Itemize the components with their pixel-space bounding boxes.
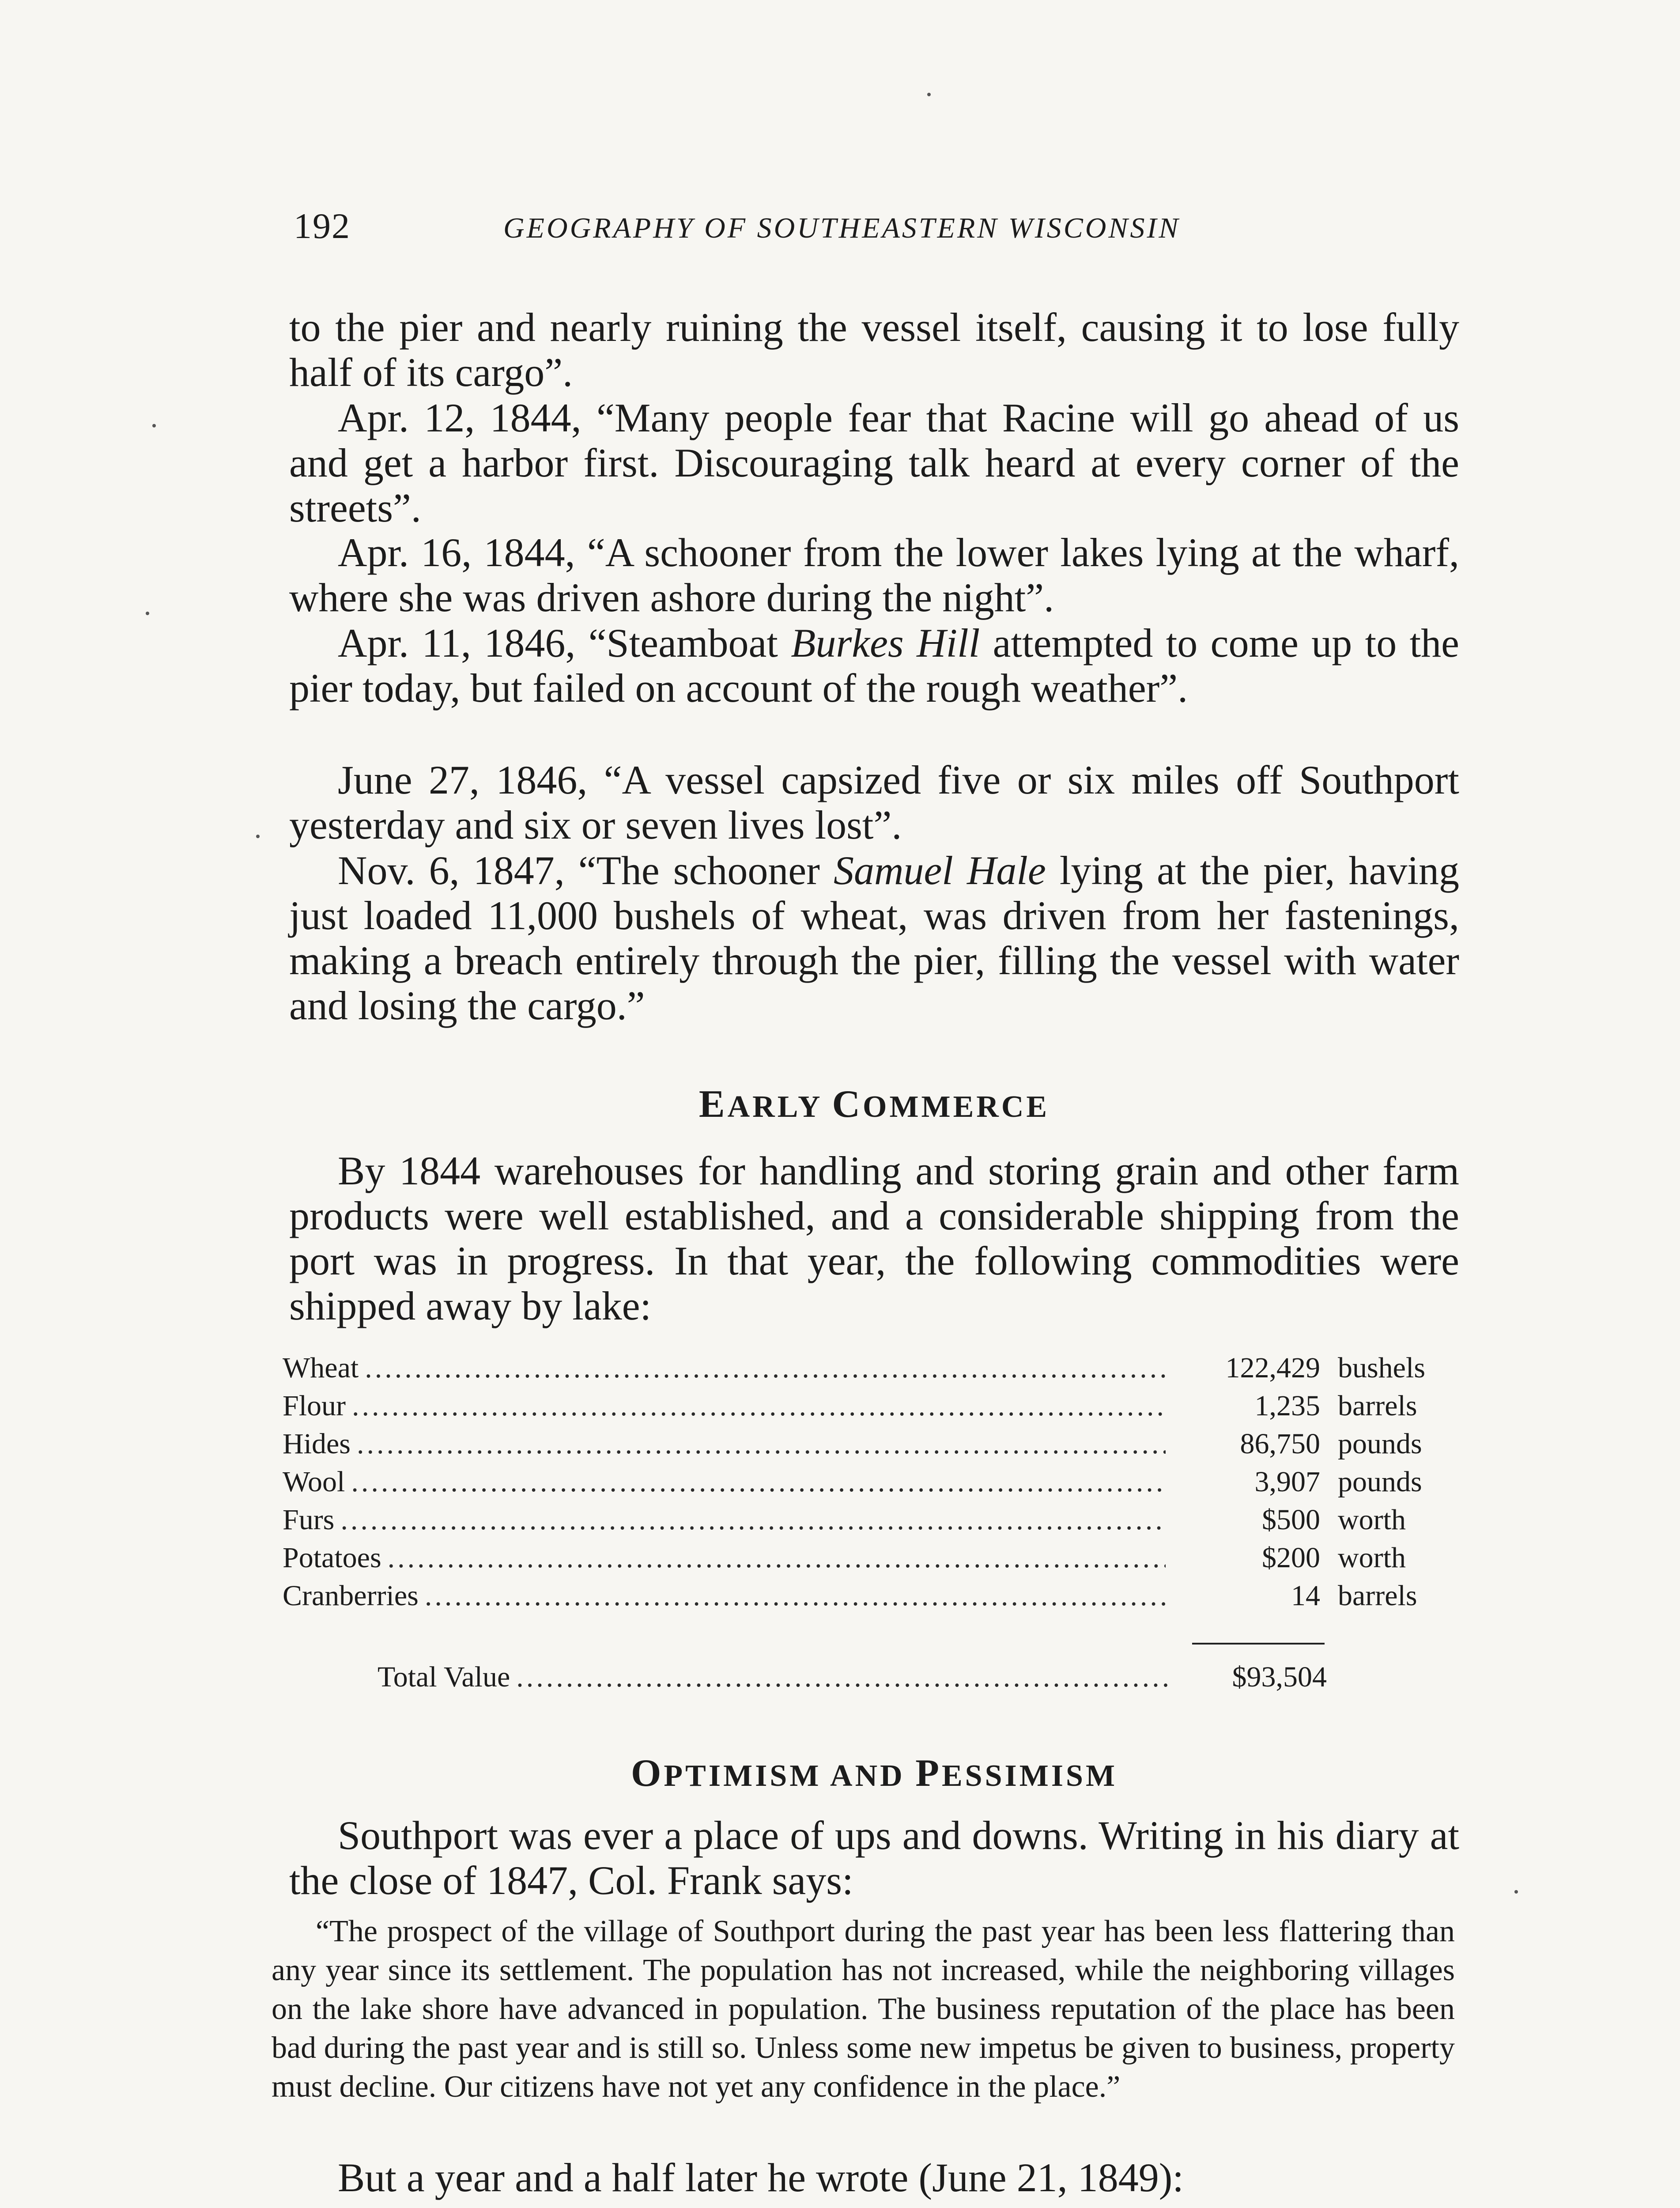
paragraph-apr-16-1844: Apr. 16, 1844, “A schooner from the lower lakes lying at the wharf, where she was driven ashore during the night”. — [289, 530, 1459, 620]
commodity-row-potatoes — [283, 1541, 1448, 1579]
paragraph-apr-11-1846-start: Apr. 11, 1846, “Steamboat — [338, 620, 791, 665]
running-title: GEOGRAPHY OF SOUTHEASTERN WISCONSIN — [503, 212, 1181, 244]
dot-leader — [351, 1465, 1166, 1499]
total-value-label: Total Value — [378, 1661, 510, 1693]
paragraph-ups-and-downs: Southport was ever a place of ups and downs. Writing in his diary at the close of 1847, Col. Frank says: — [289, 1813, 1459, 1903]
commodity-name: Hides — [283, 1428, 351, 1460]
commodity-unit: pounds — [1338, 1466, 1422, 1498]
heading-optimism-initial-2: P — [915, 1752, 942, 1795]
commodity-quantity: 1,235 — [1254, 1390, 1320, 1422]
paragraph-year-and-a-half-later: But a year and a half later he wrote (June 21, 1849): — [338, 2155, 1184, 2200]
speck — [256, 835, 260, 838]
vessel-name-samuel-hale: Samuel Hale — [834, 848, 1046, 893]
commodity-name: Flour — [283, 1390, 346, 1422]
commodity-unit: pounds — [1338, 1428, 1422, 1460]
commodity-unit: barrels — [1338, 1580, 1417, 1612]
commodity-row-flour — [283, 1389, 1448, 1427]
paragraph-nov-6-1847-end: lying at the pier, having just loaded 11,000 bushels of wheat, was driven from her fastenings, making a breach entirely through the pier, filling the vessel with water and losing the cargo.” — [289, 848, 1459, 1028]
commodity-row-wool — [283, 1465, 1448, 1503]
commodity-quantity: 122,429 — [1225, 1352, 1320, 1384]
speck — [146, 612, 149, 615]
commodity-row-furs — [283, 1503, 1448, 1541]
heading-optimism-part-1: PTIMISM AND — [664, 1759, 916, 1793]
dot-leader — [388, 1541, 1166, 1575]
paragraph-early-commerce: By 1844 warehouses for handling and storing grain and other farm products were well established, and a considerable shipping from the port was in progress. In that year, the following commodities were shipped away by lake: — [289, 1148, 1459, 1328]
total-rule — [1192, 1643, 1325, 1645]
paragraph-apr-11-1846 — [289, 620, 1459, 711]
commodity-unit: bushels — [1338, 1352, 1425, 1384]
dot-leader — [516, 1660, 1172, 1694]
paragraph-nov-6-1847 — [289, 848, 1459, 1028]
speck — [927, 93, 931, 96]
heading-early-commerce-part-2: OMMERCE — [863, 1090, 1050, 1124]
commodity-quantity: 86,750 — [1240, 1428, 1320, 1460]
heading-early-commerce-part-1: ARLY — [727, 1090, 832, 1124]
heading-early-commerce-initial-1: E — [698, 1083, 728, 1126]
running-header — [294, 205, 1415, 254]
commodity-name: Cranberries — [283, 1580, 419, 1612]
diary-quote-1847: “The prospect of the village of Southport during the past year has been less flattering than any year since its settlement. The population has not increased, while the neighboring villages on the lake shore have advanced in population. The business reputation of the place has been bad during the past year and is still so. Unless some new impetus be given to business, property must decline. Our citizens have not yet any confidence in the place.” — [272, 1914, 1455, 2104]
paragraph-apr-12-1844: Apr. 12, 1844, “Many people fear that Racine will go ahead of us and get a harbor first. Discouraging talk heard at every corner of the streets”. — [289, 395, 1459, 530]
commodity-name: Furs — [283, 1504, 335, 1536]
dot-leader — [352, 1389, 1166, 1423]
commodity-quantity: 14 — [1291, 1580, 1320, 1612]
paragraph-june-27-1846: June 27, 1846, “A vessel capsized five or six miles off Southport yesterday and six or seven lives lost”. — [289, 757, 1459, 847]
commodity-name: Wheat — [283, 1352, 359, 1384]
diary-quote-1849 — [272, 2206, 1455, 2208]
heading-early-commerce-initial-2: C — [832, 1083, 863, 1126]
heading-early-commerce — [289, 1082, 1459, 1127]
commodity-unit: worth — [1338, 1504, 1406, 1536]
paragraph-apr-11-1846-end: attempted to come up to the pier today, but failed on account of the rough weather”. — [289, 620, 1459, 711]
speck — [1514, 1890, 1518, 1894]
commodity-row-cranberries — [283, 1579, 1448, 1617]
commodity-quantity: 3,907 — [1254, 1466, 1320, 1498]
commodity-unit: barrels — [1338, 1390, 1417, 1422]
dot-leader — [365, 1351, 1166, 1385]
heading-optimism-initial-1: O — [630, 1752, 664, 1795]
page-number: 192 — [294, 206, 351, 246]
paragraph-nov-6-1847-start: Nov. 6, 1847, “The schooner — [338, 848, 834, 893]
speck — [152, 424, 156, 427]
commodity-row-hides — [283, 1427, 1448, 1465]
commodity-quantity: $500 — [1262, 1504, 1320, 1536]
dot-leader — [357, 1427, 1166, 1461]
heading-optimism-and-pessimism — [289, 1751, 1459, 1796]
paragraph-continuation: to the pier and nearly ruining the vessel itself, causing it to lose fully half of its cargo”. — [289, 305, 1459, 395]
commodity-quantity: $200 — [1262, 1542, 1320, 1574]
commodity-name: Potatoes — [283, 1542, 381, 1574]
commodity-name: Wool — [283, 1466, 345, 1498]
heading-optimism-part-2: ESSIMISM — [941, 1759, 1118, 1793]
total-value-row — [378, 1660, 1327, 1694]
commodity-row-wheat — [283, 1351, 1448, 1389]
total-value-amount: $93,504 — [1232, 1661, 1327, 1693]
commodity-unit: worth — [1338, 1542, 1406, 1574]
commodity-table — [283, 1351, 1448, 1617]
dot-leader — [340, 1503, 1166, 1537]
dot-leader — [425, 1579, 1166, 1613]
vessel-name-burkes-hill: Burkes Hill — [791, 620, 980, 665]
